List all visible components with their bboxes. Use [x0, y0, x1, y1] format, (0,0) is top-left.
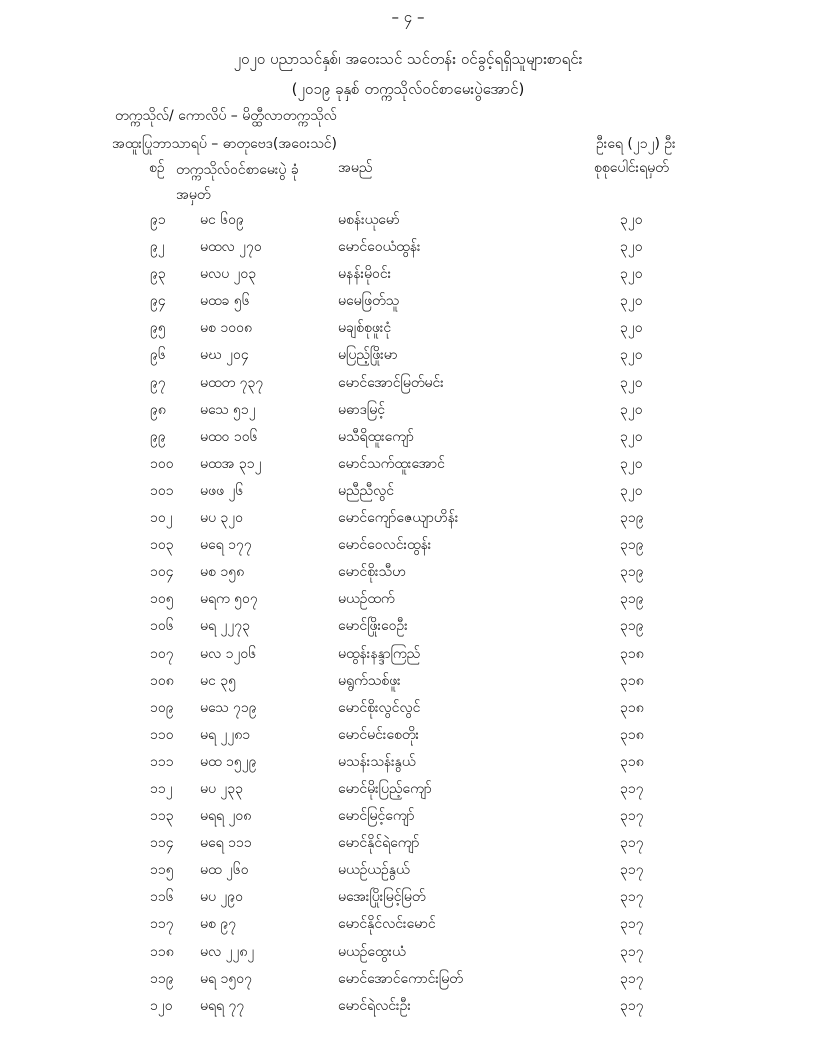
roll-number: မရေ ၁၇၇	[200, 537, 252, 554]
student-name: မောင်ဝေလင်းထွန်း	[338, 537, 432, 554]
table-row	[0, 858, 816, 885]
total-marks: ၃၁၉	[620, 591, 644, 608]
roll-number: မထခ ၅၆	[200, 293, 250, 310]
roll-number: မရ ၁၅၀၇	[200, 970, 252, 987]
roll-number: မရ ၂၂၇၃	[200, 618, 250, 635]
roll-number: မစ ၁၀၀၈	[200, 320, 252, 337]
results-table	[0, 208, 816, 1021]
roll-number: မလ ၂၂၈၂	[200, 943, 255, 960]
document-subtitle: (၂၀၁၉ ခုနှစ် တက္ကသိုလ်ဝင်စာမေးပွဲအောင်)	[291, 80, 525, 98]
table-row	[0, 994, 816, 1021]
roll-number: မပ ၃၂၀	[200, 510, 244, 527]
total-marks: ၃၂၀	[620, 293, 643, 310]
roll-number: မထလ ၂၇၀	[200, 239, 262, 256]
roll-number: မလပ ၂၀၃	[200, 266, 257, 283]
row-number: ၁၀၄	[150, 564, 174, 581]
student-name: မောင်မင်းစေတိုး	[338, 726, 420, 743]
student-name: မောင်အောင်ကောင်းမြတ်	[338, 970, 463, 987]
total-marks: ၃၁၉	[620, 510, 644, 527]
row-number: ၁၀၉	[150, 699, 174, 716]
student-name: မမေဖြတ်သူ	[338, 293, 400, 310]
roll-number: မဃ ၂၀၄	[200, 347, 249, 364]
table-row	[0, 967, 816, 994]
roll-number: မထ ၂၆၀	[200, 862, 249, 879]
table-row	[0, 723, 816, 750]
roll-number: မပ ၂၉၀	[200, 889, 244, 906]
row-number: ၁၁၁	[150, 753, 174, 770]
row-number: ၁၀၁	[150, 482, 174, 499]
roll-number: မဖဖ ၂၆	[200, 482, 244, 499]
total-marks: ၃၂၀	[620, 455, 643, 472]
row-number: ၁၀၀	[150, 455, 174, 472]
row-number: ၁၀၅	[150, 591, 174, 608]
total-marks: ၃၁၇	[620, 780, 644, 797]
row-number: ၁၁၂	[150, 780, 173, 797]
total-marks: ၃၁၈	[620, 645, 644, 662]
row-number: ၉၁	[150, 212, 166, 228]
table-row	[0, 262, 816, 289]
roll-number: မပ ၂၃၃	[200, 780, 244, 797]
total-marks: ၃၂၀	[620, 212, 643, 228]
table-row	[0, 398, 816, 425]
row-number: ၁၁၀	[150, 726, 174, 743]
row-number: ၉၅	[150, 320, 166, 337]
student-name: မနန်းမိုဝင်း	[338, 266, 392, 283]
student-name: မစန်းယုမော်	[338, 212, 400, 228]
total-marks: ၃၂၀	[620, 401, 643, 418]
table-row	[0, 750, 816, 777]
column-header-marks: စုစုပေါင်းရမှတ်	[594, 160, 669, 176]
student-name: မညီညီလွင်	[338, 482, 394, 499]
student-name: မောင်သက်ထူးအောင်	[338, 455, 445, 472]
table-row	[0, 452, 816, 479]
row-number: ၁၀၃	[150, 537, 174, 554]
total-marks: ၃၂၀	[620, 239, 643, 256]
total-marks: ၃၁၇	[620, 808, 644, 825]
roll-number: မစ ၁၅၈	[200, 564, 245, 581]
student-name: မသီရိထူးကျော်	[338, 428, 414, 445]
table-row	[0, 316, 816, 343]
total-marks: ၃၁၈	[620, 699, 644, 716]
table-row	[0, 940, 816, 967]
roll-number: မထအ ၃၁၂	[200, 455, 262, 472]
student-name: မောင်စိုးလွင်လွင်	[338, 699, 421, 716]
subject-label: အထူးပြုဘာသာရပ် – ဓာတုဗေဒ(အဝေးသင်)	[112, 136, 337, 152]
total-marks: ၃၂၀	[620, 374, 643, 391]
student-name: မောင်အောင်မြတ်မင်း	[338, 374, 444, 391]
table-row	[0, 208, 816, 235]
roll-number: မထ ၁၅၂၉	[200, 753, 257, 770]
table-row	[0, 642, 816, 669]
row-number: ၁၁၈	[150, 943, 174, 960]
row-number: ၁၂၀	[150, 997, 173, 1014]
table-row	[0, 235, 816, 262]
total-marks: ၃၁၇	[620, 997, 644, 1014]
student-name: မယဉ်ထွေးယံ	[338, 943, 406, 960]
page-number: – ၄ –	[391, 8, 425, 26]
student-name: မောင်နိုင်လင်းမောင်	[338, 916, 436, 933]
total-marks: ၃၁၈	[620, 672, 644, 689]
university-label: တက္ကသိုလ်/ ကောလိပ် – မိတ္ထီလာတက္ကသိုလ်	[115, 108, 337, 124]
total-marks: ၃၁၉	[620, 564, 644, 581]
table-row	[0, 479, 816, 506]
table-row	[0, 289, 816, 316]
table-row	[0, 587, 816, 614]
student-name: မဓာဒမြင့်	[338, 401, 386, 418]
total-marks: ၃၁၇	[620, 862, 644, 879]
table-row	[0, 533, 816, 560]
roll-number: မရေ ၁၁၁	[200, 835, 252, 852]
total-marks: ၃၂၀	[620, 482, 643, 499]
student-name: မောင်ဝေယံထွန်း	[338, 239, 421, 256]
total-marks: ၃၁၇	[620, 916, 644, 933]
table-row	[0, 696, 816, 723]
roll-number: မသေ ၅၁၂	[200, 401, 256, 418]
row-number: ၉၂	[150, 239, 165, 256]
total-marks: ၃၁၇	[620, 970, 644, 987]
roll-number: မသေ ၇၁၉	[200, 699, 257, 716]
student-name: မောင်နိုင်ရဲကျော်	[338, 835, 420, 852]
row-number: ၉၉	[150, 428, 166, 445]
column-header-no: စဉ်	[149, 160, 165, 176]
row-number: ၁၁၉	[150, 970, 174, 987]
roll-number: မင ၆၀၉	[200, 212, 244, 228]
student-name: မောင်မိုးပြည့်ကျော်	[338, 780, 432, 797]
roll-number: မထတ ၇၃၇	[200, 374, 264, 391]
student-name: မရွက်သစ်ဖူး	[338, 672, 401, 689]
table-row	[0, 885, 816, 912]
total-marks: ၃၁၉	[620, 537, 644, 554]
student-name: မယဉ်ထက်	[338, 591, 395, 608]
student-name: မထွန်းနန္ဒာကြည်	[338, 645, 421, 662]
student-name: မယဉ်ယဉ်နွယ်	[338, 862, 410, 879]
total-marks: ၃၁၉	[620, 618, 644, 635]
table-row	[0, 343, 816, 370]
roll-number: မင ၃၅	[200, 672, 236, 689]
row-number: ၉၄	[150, 293, 166, 310]
column-header-name: အမည်	[338, 160, 373, 176]
roll-number: မရရ ၇၇	[200, 997, 245, 1014]
student-name: မောင်မြင့်ကျော်	[338, 808, 415, 825]
table-row	[0, 560, 816, 587]
student-name: မောင်ရဲလင်းဦး	[338, 997, 411, 1014]
total-marks: ၃၁၇	[620, 943, 644, 960]
table-row	[0, 912, 816, 939]
total-marks: ၃၂၀	[620, 320, 643, 337]
table-row	[0, 506, 816, 533]
roll-number: မရ ၂၂၈၁	[200, 726, 251, 743]
table-row	[0, 804, 816, 831]
table-row	[0, 669, 816, 696]
row-number: ၁၀၂	[150, 510, 173, 527]
roll-number: မရက ၅၀၇	[200, 591, 258, 608]
total-count: ဦးရေ (၂၁၂) ဦး	[596, 136, 676, 152]
roll-number: မစ ၉၇	[200, 916, 237, 933]
total-marks: ၃၂၀	[620, 266, 643, 283]
total-marks: ၃၁၇	[620, 835, 644, 852]
row-number: ၁၁၆	[150, 889, 174, 906]
table-row	[0, 831, 816, 858]
row-number: ၉၈	[150, 401, 166, 418]
row-number: ၁၁၇	[150, 916, 174, 933]
table-row	[0, 614, 816, 641]
row-number: ၁၀၈	[150, 672, 174, 689]
row-number: ၁၀၇	[150, 645, 174, 662]
student-name: မအေးပြိုးမြင့်မြတ်	[338, 889, 426, 906]
student-name: မချစ်စုဖူးငုံ	[338, 320, 392, 337]
total-marks: ၃၁၈	[620, 753, 644, 770]
student-name: မောင်ကျော်ဇေယျာဟိန်း	[338, 510, 459, 527]
row-number: ၁၁၄	[150, 835, 174, 852]
row-number: ၁၁၅	[150, 862, 174, 879]
student-name: မောင်စိုးသီဟ	[338, 564, 406, 581]
student-name: မပြည့်ဖြိုးမာ	[338, 347, 398, 364]
column-header-roll: တက္ကသိုလ်ဝင်စာမေးပွဲ ခုံအမှတ်	[176, 162, 299, 203]
row-number: ၉၆	[150, 347, 166, 364]
table-row	[0, 371, 816, 398]
table-row	[0, 777, 816, 804]
row-number: ၉၃	[150, 266, 166, 283]
total-marks: ၃၁၇	[620, 889, 644, 906]
roll-number: မထဝ ၁၀၆	[200, 428, 258, 445]
total-marks: ၃၂၀	[620, 428, 643, 445]
roll-number: မရရ ၂၀၈	[200, 808, 252, 825]
row-number: ၁၁၃	[150, 808, 174, 825]
roll-number: မလ ၁၂၀၆	[200, 645, 257, 662]
student-name: မောင်ဖြိုးဝေဦး	[338, 618, 408, 635]
row-number: ၁၀၆	[150, 618, 174, 635]
table-row	[0, 425, 816, 452]
row-number: ၉၇	[150, 374, 166, 391]
document-title: ၂၀၂၀ ပညာသင်နှစ်၊ အဝေးသင် သင်တန်း ဝင်ခွင့်ရရှိသူများစာရင်း	[233, 50, 583, 68]
student-name: မသန်းသန်းနွယ်	[338, 753, 416, 770]
total-marks: ၃၁၈	[620, 726, 644, 743]
total-marks: ၃၂၀	[620, 347, 643, 364]
